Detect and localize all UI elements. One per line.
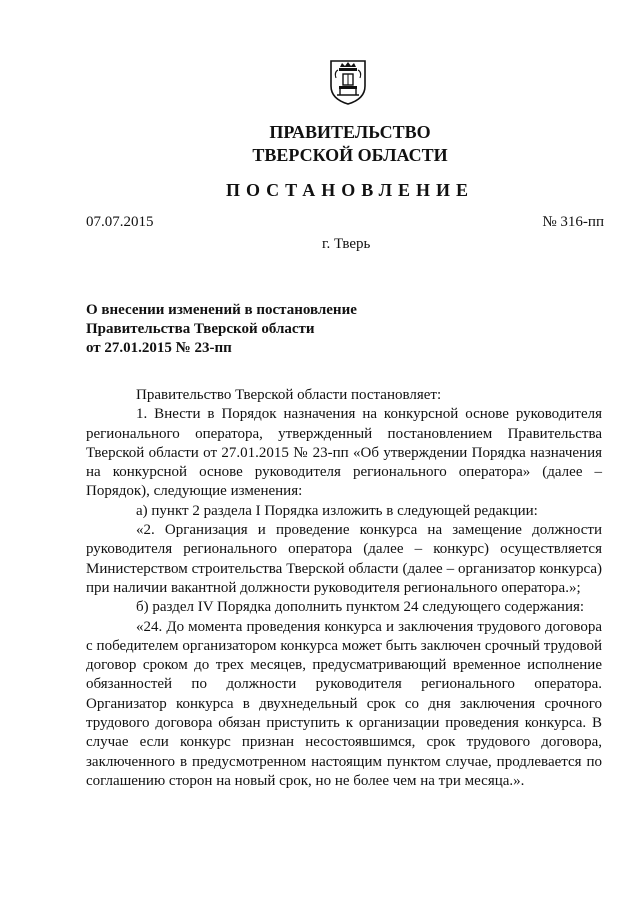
tver-coat-of-arms-icon [328,58,368,106]
decree-number: № 316-пп [542,214,604,230]
government-title-line1: ПРАВИТЕЛЬСТВО [269,122,431,142]
body-paragraph-intro: Правительство Тверской области постановляет: [136,387,442,403]
subject-line2: Правительства Тверской области [86,321,315,337]
government-title-line2: ТВЕРСКОЙ ОБЛАСТИ [252,145,448,165]
subject-line1: О внесении изменений в постановление [86,302,357,318]
decree-date: 07.07.2015 [86,214,154,230]
subject-line3: от 27.01.2015 № 23-пп [86,340,232,356]
decree-body [86,386,602,791]
body-paragraph-quote-2: «2. Организация и проведение конкурса на замещение должности руководителя регионального оператора (далее – конкурс) осуществляется Министерством строительства Тверской области (далее – организатор конкурса) при наличии вакантной должности руководителя регионального оператора.»; [86,522,602,596]
decree-city: г. Тверь [322,236,371,252]
decree-subject [86,301,357,358]
body-paragraph-b: б) раздел IV Порядка дополнить пунктом 24 следующего содержания: [136,599,585,616]
decree-heading: ПОСТАНОВЛЕНИЕ [225,180,475,200]
body-paragraph-quote-24: «24. До момента проведения конкурса и заключения трудового договора с победителем организатором конкурса может быть заключен срочный трудовой договор сроком до трех месяцев, предусматривающий временное исполнение обязанностей по должности руководителя регионального оператора. Организатор конкурса в двухнедельный срок со дня заключения срочного трудового договора обязан приступить к организации проведения конкурса. В случае если конкурс признан несостоявшимся, срок трудового договора, заключенного в предусмотренном настоящим пунктом случае, продлевается по соглашению сторон на новый срок, но не более чем на три месяца.». [86,618,602,789]
body-paragraph-a: а) пункт 2 раздела I Порядка изложить в следующей редакции: [136,502,538,519]
body-paragraph-1: 1. Внести в Порядок назначения на конкурсной основе руководителя регионального оператора, утвержденный постановлением Правительства Тверской области от 27.01.2015 № 23-пп «Об утверждении Порядка назначения на конкурсной основе руководителя регионального оператора» (далее – Порядок), следующие изменения: [86,406,602,500]
